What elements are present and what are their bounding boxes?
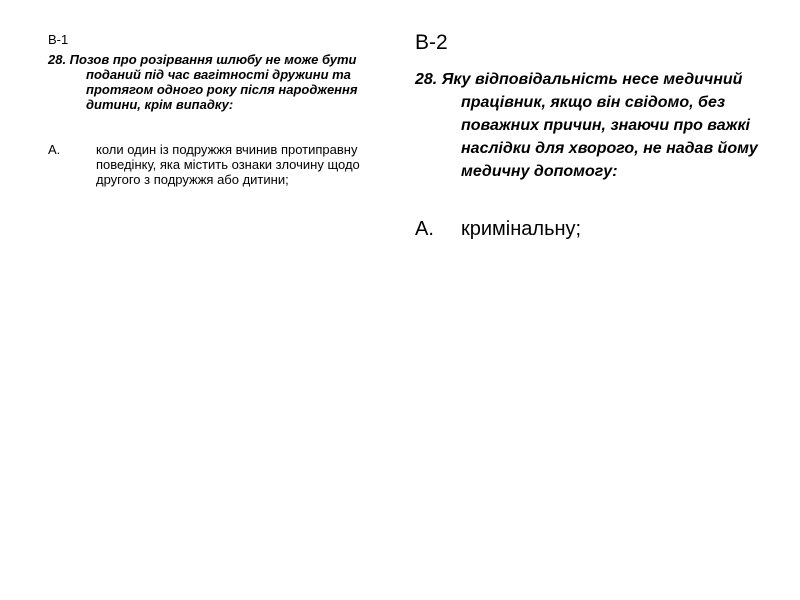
variant-1-label: В-1 xyxy=(48,32,69,47)
variant-1-question: 28. Позов про розірвання шлюбу не може бути поданий під час вагітності дружини та протягом одного року після народження дитини, крім випадку: xyxy=(48,52,358,112)
variant-2-question: 28. Яку відповідальність несе медичний працівник, якщо він свідомо, без поважних причин, знаючи про важкі наслідки для хворого, не надав йому медичну допомогу: xyxy=(415,71,758,180)
variant-2-option-a-letter: А. xyxy=(415,218,434,240)
variant-1-option-a-text: коли один із подружжя вчинив протиправну поведінку, яка містить ознаки злочину щодо другого з подружжя або дитини; xyxy=(96,142,360,187)
variant-2-label: В-2 xyxy=(415,31,448,54)
variant-1-option-a-letter: А. xyxy=(48,142,61,157)
variant-1-option-a xyxy=(48,142,383,187)
variant-2-option-a xyxy=(415,216,775,242)
variant-2-option-a-text: кримінальну; xyxy=(461,218,582,240)
